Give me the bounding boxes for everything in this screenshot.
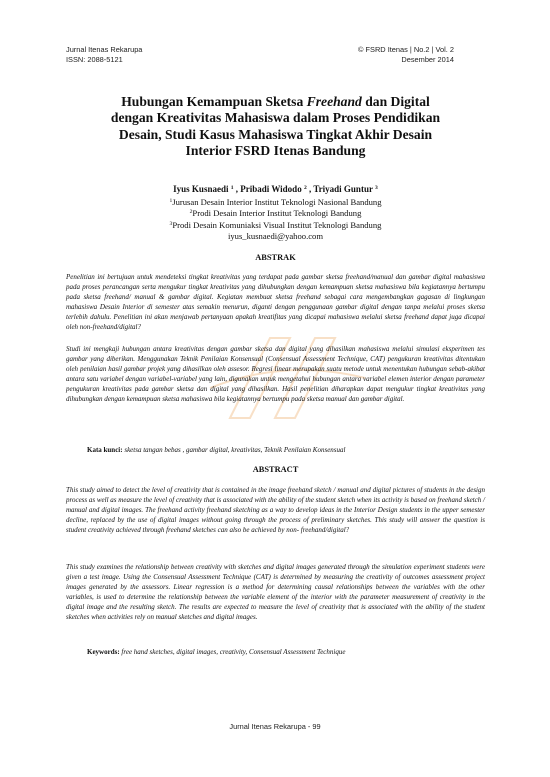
- title-text: Hubungan Kemampuan Sketsa: [121, 94, 307, 109]
- author-block: [60, 184, 491, 243]
- keywords-label: Keywords:: [87, 648, 120, 656]
- issn: ISSN: 2088-5121: [66, 54, 123, 64]
- title-italic-word: Freehand: [306, 94, 362, 109]
- title-text: dan Digital: [361, 94, 430, 109]
- abstract-paragraph-2: This study examines the relationship between creativity with sketches and digital images generated through the simulation experiment students were given a test image. Using the Consensual Assessment Technique (CAT) is determined by measuring the creativity of outcomes assessment project images generated by the assessors. Linear regression is a method for determining causal relationships between the variables with the other variables, is used to determine the relationship between the variable element of the interior with the parameter measurement of creativity in the digital image and the resulting sketch. The results are expected to measure the level of creativity that is associated with the ability of the student sketches when activities rely on manual sketches and digital images.: [66, 563, 485, 621]
- kata-kunci-text: sketsa tangan bebas , gambar digital, kreativitas, Teknik Penilaian Konsensual: [124, 446, 346, 454]
- author-2-mark: 2: [303, 185, 307, 191]
- kata-kunci-label: Kata kunci:: [87, 446, 123, 454]
- abstract-paragraph-1: This study aimed to detect the level of creativity that is contained in the image freehand sketch / manual and digital pictures of students in the design process as well as measure the level of creativity that is associated with the ability of the student sketch when its activity is based on freehand sketch / manual and digital images. The freehand activity freehand sketching as a way to develop ideas in the Interior Design students in the upper semester decline, replaced by the use of digital images without going through the process of preliminary sketches. This study will answer the question is student creativity achieved through freehand sketches can also be achieved by non- freehand/digital?: [66, 486, 485, 534]
- affiliation-1: [60, 197, 491, 209]
- affiliation-1-mark: 1: [169, 197, 173, 204]
- title-line-2: dengan Kreativitas Mahasiswa dalam Proses Pendidikan: [110, 110, 441, 126]
- affiliation-3-text: Prodi Desain Komuniaksi Visual Institut Teknologi Bandung: [172, 219, 382, 230]
- kata-kunci: [87, 446, 345, 454]
- title-line-1: [70, 94, 481, 110]
- author-2: Pribadi Widodo: [240, 184, 302, 194]
- author-separator: ,: [306, 184, 314, 194]
- affiliation-2-mark: 2: [189, 209, 193, 216]
- author-1: Iyus Kusnaedi: [173, 184, 229, 194]
- abstrak-heading: ABSTRAK: [255, 253, 296, 262]
- issue-date: Desember 2014: [401, 54, 454, 64]
- running-header-right: [358, 45, 454, 64]
- keywords: [87, 648, 345, 656]
- title-line-4: Interior FSRD Itenas Bandung: [185, 143, 366, 159]
- author-1-mark: 1: [230, 185, 234, 191]
- affiliation-2-text: Prodi Desain Interior Institut Teknologi Bandung: [192, 208, 362, 219]
- title-line-3: Desain, Studi Kasus Mahasiswa Tingkat Akhir Desain: [118, 126, 433, 142]
- abstrak-paragraph-2: Studi ini mengkaji hubungan antara kreativitas dengan gambar sketsa dan digital yang dihasilkan mahasiswa melalui simulasi eksperimen tes gambar yang diberikan. Menggunakan Teknik Penilaian Konsensual (Consensual Assessment Technique, CAT) pengukuran kreativitas ditentukan oleh penilaian hasil gambar projek yang dihasilkan oleh assesor. Regresi linear merupakan suatu metode untuk menentukan hubungan sebab-akibat antara satu variabel dengan variabel-variabel yang lain, digunakan untuk mengetahui hubungan antara variabel elemen interior dengan parameter pengukuran kreativitas pada gambar sketsa dan digital yang dihasilkan. Hasil penelitian diharapkan dapat mengukur tingkat kreativitas yang dihubungkan dengan kemampuan sketsa mahasiswa bila kegiatannya bertumpu pada sketsa manual dan gambar digital.: [66, 345, 485, 403]
- volume-info: © FSRD Itenas | No.2 | Vol. 2: [358, 45, 454, 54]
- affiliation-1-text: Jurusan Desain Interior Institut Teknologi Nasional Bandung: [172, 196, 382, 207]
- abstract-heading: ABSTRACT: [252, 465, 299, 474]
- affiliation-2: [60, 208, 491, 220]
- keywords-text: free hand sketches, digital images, creativity, Consensual Assessment Technique: [121, 648, 346, 656]
- paper-title: [70, 94, 481, 160]
- running-header-left: [66, 45, 142, 64]
- journal-name: Jurnal Itenas Rekarupa: [66, 45, 143, 54]
- author-separator: ,: [233, 184, 241, 194]
- abstrak-paragraph-1: Penelitian ini bertujuan untuk mendeteksi tingkat kreativitas yang terdapat pada gambar sketsa freehand/manual dan gambar digital mahasiswa pada proses perancangan serta mengukur tingkat kreativitas yang dihubungkan dengan kemampuan sketsa mahasiswa bila kegiatannya bertumpu pada sketsa freehand/ manual & gambar digital. Kegiatan membuat sketsa freehand sebagai cara mengembangkan gagasan di lingkungan mahasiswa Desain Interior di semester atas semakin menurun, diganti dengan penggunaan gambar digital dengan tanpa melalui proses sketsa terlebih dahulu. Penelitian ini akan menjawab pertanyaan apakah kreatifitas yang dicapai mahasiswa melalui sketsa freehand dapat juga dicapai oleh non-freehand/digital?: [66, 273, 485, 331]
- author-3-mark: 3: [375, 185, 378, 191]
- author-email: iyus_kusnaedi@yahoo.com: [227, 231, 324, 242]
- author-names: [60, 184, 491, 196]
- affiliation-3: [60, 220, 491, 232]
- author-3: Triyadi Guntur: [313, 184, 373, 194]
- affiliation-3-mark: 3: [169, 220, 173, 227]
- page-footer: Jurnal Itenas Rekarupa - 99: [229, 722, 321, 731]
